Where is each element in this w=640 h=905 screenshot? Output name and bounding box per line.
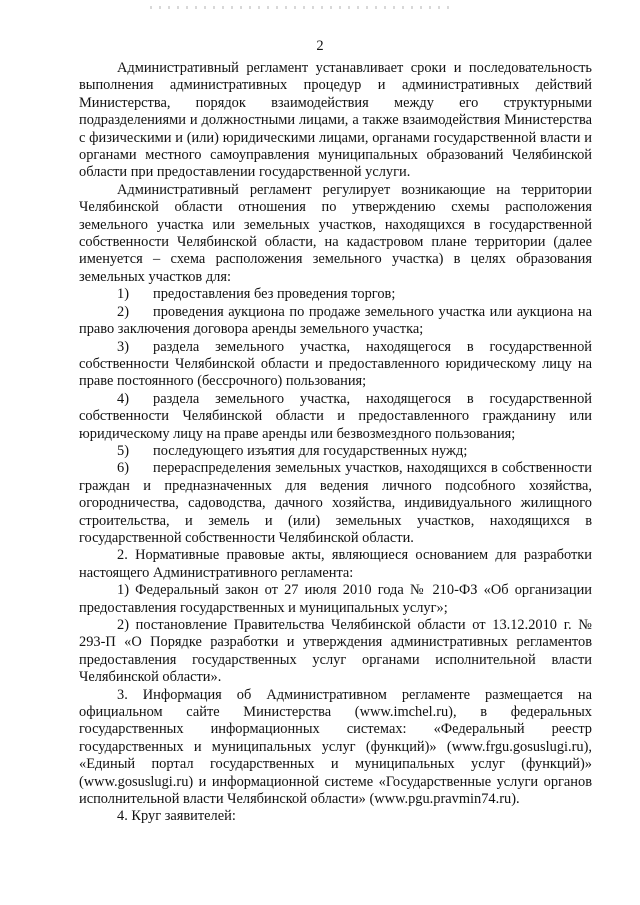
paragraph-law-1: 1) Федеральный закон от 27 июля 2010 года № 210-ФЗ «Об организации предоставления государственных и муниципальных услуг»; xyxy=(79,582,592,616)
list-item-text: последующего изъятия для государственных нужд; xyxy=(153,442,468,459)
list-item-number: 1) xyxy=(117,286,129,303)
list-item xyxy=(79,339,592,391)
list-item-text: предоставления без проведения торгов; xyxy=(153,286,396,303)
list-item xyxy=(79,286,592,303)
list-item-text: проведения аукциона по продаже земельного участка или аукциона на право заключения договора аренды земельного участка; xyxy=(79,303,592,338)
list-item xyxy=(79,460,592,547)
list-item xyxy=(79,443,592,460)
list-item-text: раздела земельного участка, находящегося в государственной собственности Челябинской области и предоставленного гражданину или юридическому лицу на праве аренды или безвозмездного пользования; xyxy=(79,390,592,442)
list-item-number: 2) xyxy=(117,303,129,320)
list-item-number: 5) xyxy=(117,442,129,459)
paragraph-section-3: 3. Информация об Административном регламенте размещается на официальном сайте Министерства (www.imchel.ru), в федеральных государственных информационных системах: «Федеральный реестр государственных и муниципальных услуг (функций)» (www.frgu.gosuslugi.ru), «Единый портал государственных и муниципальных услуг (функций)» (www.gosuslugi.ru) и информационной системе «Государственные услуги органов исполнительной власти Челябинской области» (www.pgu.pravmin74.ru). xyxy=(79,686,592,808)
paragraph-section-2: 2. Нормативные правовые акты, являющиеся основанием для разработки настоящего Административного регламента: xyxy=(79,547,592,581)
list-item-number: 3) xyxy=(117,338,129,355)
paragraph-scope: Административный регламент регулирует возникающие на территории Челябинской области отношения по утверждению схемы расположения земельного участка или земельных участков, находящихся в государственной собственности Челябинской области, на кадастровом плане территории (далее именуется – схема расположения земельного участка) в целях образования земельных участков для: xyxy=(79,181,592,285)
document-body xyxy=(79,60,592,826)
list-item xyxy=(79,304,592,339)
paragraph-law-2: 2) постановление Правительства Челябинской области от 13.12.2010 г. № 293-П «О Порядке разработки и утверждения административных регламентов предоставления государственных услуг органами исполнительной власти Челябинской области». xyxy=(79,617,592,686)
paragraph-section-4: 4. Круг заявителей: xyxy=(117,808,236,825)
page-number: 2 xyxy=(316,38,324,54)
paragraph-intro: Административный регламент устанавливает сроки и последовательность выполнения административных процедур и административных действий Министерства, порядок взаимодействия между его структурными подразделениями и должностными лицами, а также взаимодействия Министерства с физическими и (или) юридическими лицами, органами государственной власти и органами местного самоуправления муниципальных образований Челябинской области при предоставлении государственной услуги. xyxy=(79,60,592,181)
list-item xyxy=(79,391,592,443)
list-item-number: 4) xyxy=(117,390,129,407)
scan-artifact xyxy=(150,6,450,9)
list-item-text: перераспределения земельных участков, находящихся в собственности граждан и предназначенных для ведения личного подсобного хозяйства, огородничества, садоводства, дачного хозяйства, индивидуального жилищного строительства, и земель и (или) земельных участков, находящихся в государственной собственности Челябинской области. xyxy=(79,460,592,546)
list-item-text: раздела земельного участка, находящегося в государственной собственности Челябинской области и предоставленного юридическому лицу на праве постоянного (бессрочного) пользования; xyxy=(79,338,592,390)
list-item-number: 6) xyxy=(117,460,129,477)
